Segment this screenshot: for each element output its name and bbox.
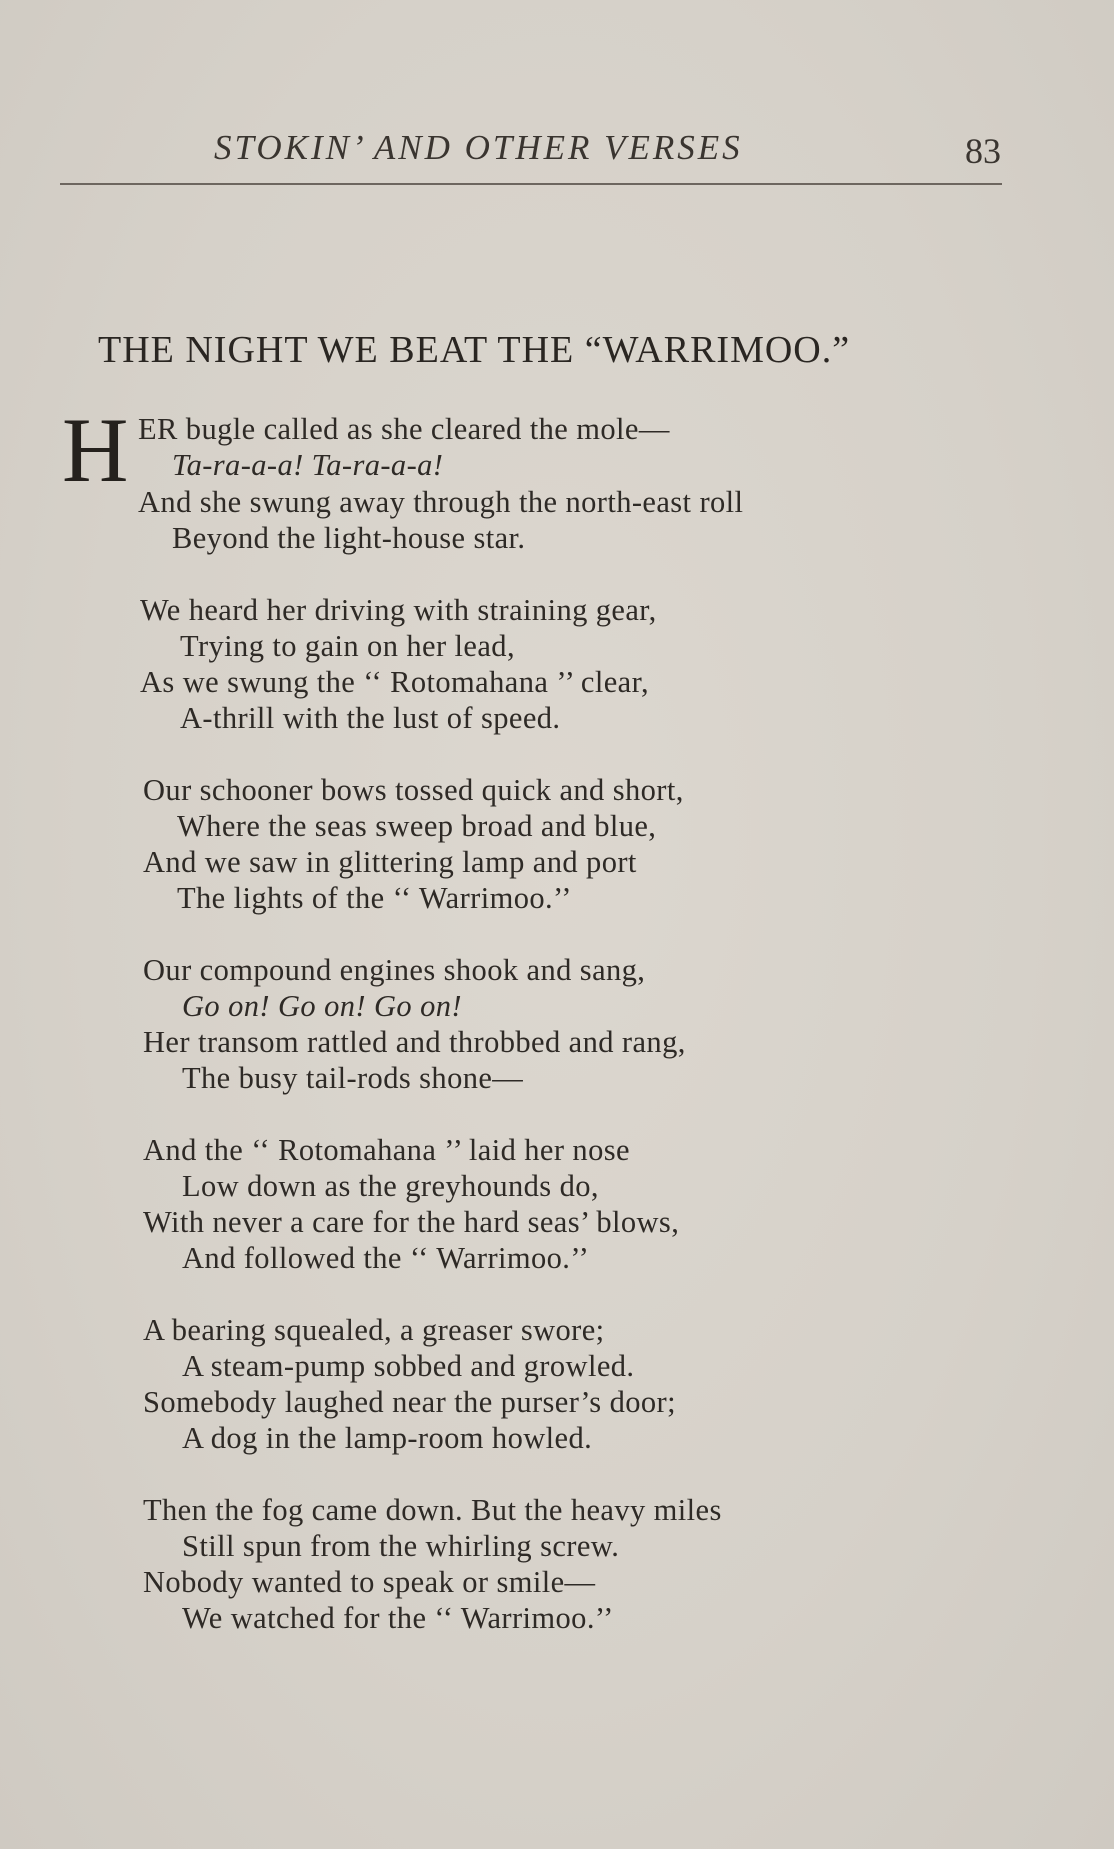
stanza-1-line-3: And she swung away through the north-east roll <box>138 485 744 519</box>
stanza-5-line-2: Low down as the greyhounds do, <box>182 1169 599 1203</box>
drop-cap: H <box>62 399 129 501</box>
running-head <box>0 128 1114 176</box>
running-title: STOKIN’ AND OTHER VERSES <box>214 128 743 167</box>
stanza-5-line-1: And the ‘‘ Rotomahana ’’ laid her nose <box>143 1133 630 1167</box>
stanza-3-line-3: And we saw in glittering lamp and port <box>143 845 637 879</box>
stanza-4-line-3: Her transom rattled and throbbed and rang, <box>143 1025 686 1059</box>
poem-title: THE NIGHT WE BEAT THE “WARRIMOO.” <box>98 329 851 371</box>
stanza-3-line-2: Where the seas sweep broad and blue, <box>177 809 657 843</box>
stanza-6-line-3: Somebody laughed near the purser’s door; <box>143 1385 676 1419</box>
stanza-5-line-4: And followed the ‘‘ Warrimoo.’’ <box>182 1241 590 1275</box>
stanza-1-line-4: Beyond the light-house star. <box>172 521 526 555</box>
stanza-4-line-2: Go on! Go on! Go on! <box>182 989 462 1023</box>
stanza-7-line-3: Nobody wanted to speak or smile— <box>143 1565 596 1599</box>
stanza-3-line-1: Our schooner bows tossed quick and short, <box>143 773 684 807</box>
stanza-2-line-3: As we swung the ‘‘ Rotomahana ’’ clear, <box>140 665 649 699</box>
stanza-5-line-3: With never a care for the hard seas’ blows, <box>143 1205 680 1239</box>
stanza-6-line-1: A bearing squealed, a greaser swore; <box>143 1313 605 1347</box>
stanza-6-line-2: A steam-pump sobbed and growled. <box>182 1349 635 1383</box>
stanza-7-line-2: Still spun from the whirling screw. <box>182 1529 620 1563</box>
stanza-1-line-1: ER bugle called as she cleared the mole— <box>138 412 670 446</box>
stanza-4-line-1: Our compound engines shook and sang, <box>143 953 646 987</box>
stanza-7-line-1: Then the fog came down. But the heavy miles <box>143 1493 722 1527</box>
header-rule <box>60 183 1002 185</box>
stanza-6-line-4: A dog in the lamp-room howled. <box>182 1421 593 1455</box>
stanza-2-line-2: Trying to gain on her lead, <box>180 629 515 663</box>
page-number: 83 <box>965 131 1001 171</box>
stanza-2-line-1: We heard her driving with straining gear, <box>140 593 657 627</box>
stanza-1-line-2: Ta-ra-a-a! Ta-ra-a-a! <box>172 448 444 482</box>
stanza-7-line-4: We watched for the ‘‘ Warrimoo.’’ <box>182 1601 614 1635</box>
stanza-4-line-4: The busy tail-rods shone— <box>182 1061 524 1095</box>
stanza-2-line-4: A-thrill with the lust of speed. <box>180 701 561 735</box>
stanza-3-line-4: The lights of the ‘‘ Warrimoo.’’ <box>177 881 572 915</box>
